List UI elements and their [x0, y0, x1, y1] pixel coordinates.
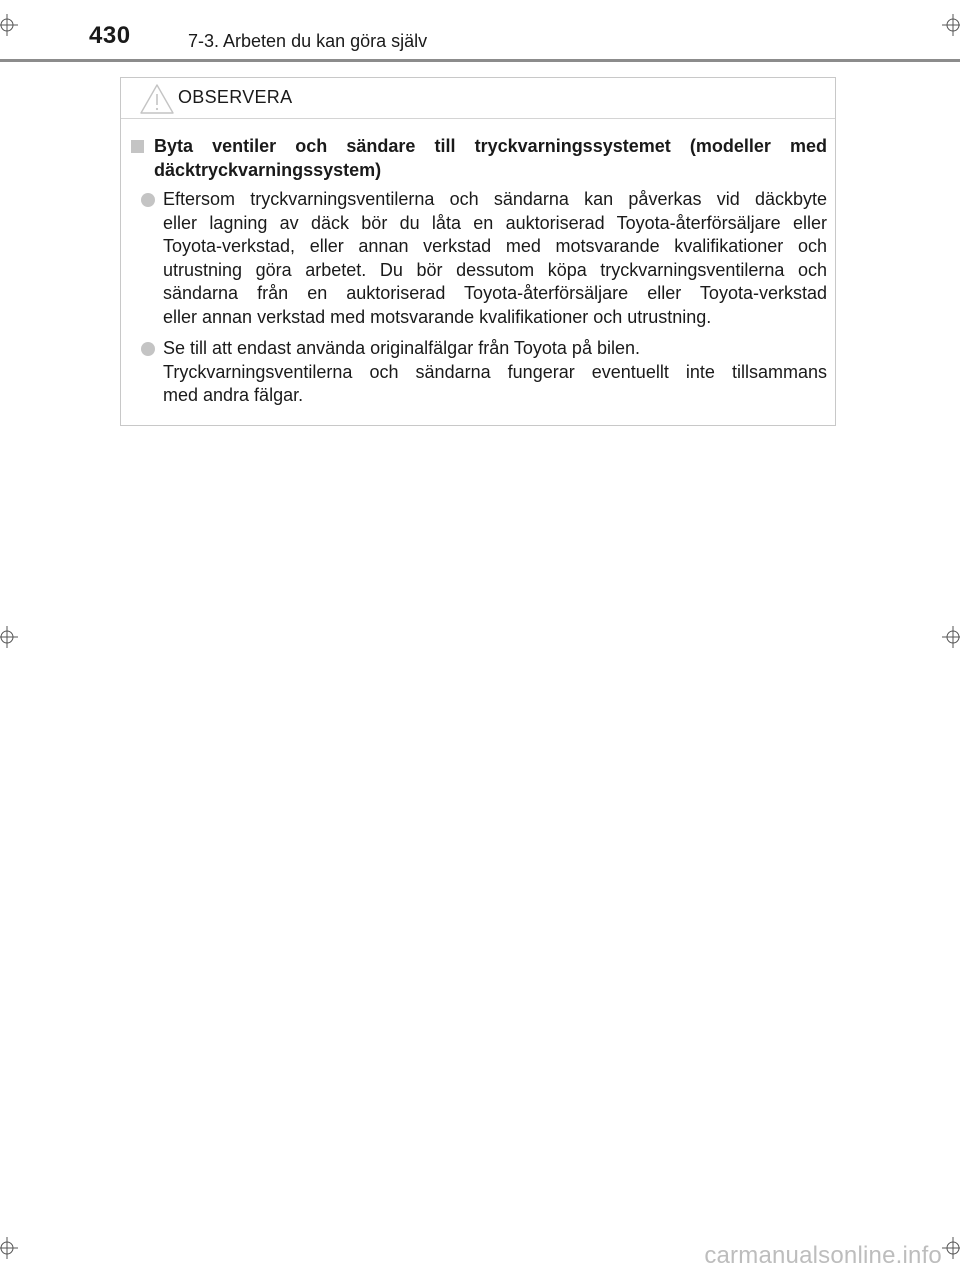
crop-mark-mid-left	[0, 626, 18, 648]
watermark-text: carmanualsonline.info	[704, 1242, 942, 1269]
list-item	[129, 188, 827, 329]
page-number: 430	[89, 22, 131, 49]
crop-mark-bottom-left	[0, 1237, 18, 1259]
notice-body	[121, 119, 835, 408]
section-title: 7-3. Arbeten du kan göra själv	[188, 31, 428, 51]
bullet-line: Tryckvarningsventilerna och sändarna fungerar eventuellt inte tillsammans	[163, 361, 827, 382]
warning-triangle-icon	[139, 83, 175, 115]
bullet-line: eller annan verkstad med motsvarande kvalifikationer och utrustning.	[163, 306, 712, 327]
notice-header	[121, 78, 835, 119]
bullet-line: Se till att endast använda originalfälgar från Toyota på bilen.	[163, 338, 640, 358]
crop-mark-bottom-right	[942, 1237, 960, 1259]
notice-subheading	[129, 134, 827, 182]
bullet-line: Toyota-verkstad, eller annan verkstad med motsvarande kvalifikationer och	[163, 236, 827, 256]
crop-mark-mid-right	[942, 626, 960, 648]
notice-subheading-text: Byta ventiler och sändare till tryckvarningssystemet (modeller med däcktryckvarningssystem)	[154, 136, 827, 180]
header-rule	[0, 59, 960, 62]
bullet-line: Eftersom tryckvarningsventilerna och sändarna kan påverkas vid däckbyte	[163, 189, 827, 209]
page-header	[0, 0, 960, 62]
list-item	[129, 337, 827, 408]
bullet-line: med andra fälgar.	[163, 385, 304, 405]
bullet-line: utrustning göra arbetet. Du bör dessutom köpa tryckvarningsventilerna och	[163, 259, 827, 280]
bullet-line: sändarna från en auktoriserad Toyota-återförsäljare eller Toyota-verkstad	[163, 283, 827, 303]
notice-title: OBSERVERA	[178, 87, 293, 107]
round-bullet-icon	[141, 193, 155, 207]
notice-box	[120, 77, 836, 426]
square-bullet-icon	[131, 140, 144, 153]
round-bullet-icon	[141, 342, 155, 356]
bullet-line: eller lagning av däck bör du låta en auktoriserad Toyota-återförsäljare eller	[163, 212, 827, 233]
